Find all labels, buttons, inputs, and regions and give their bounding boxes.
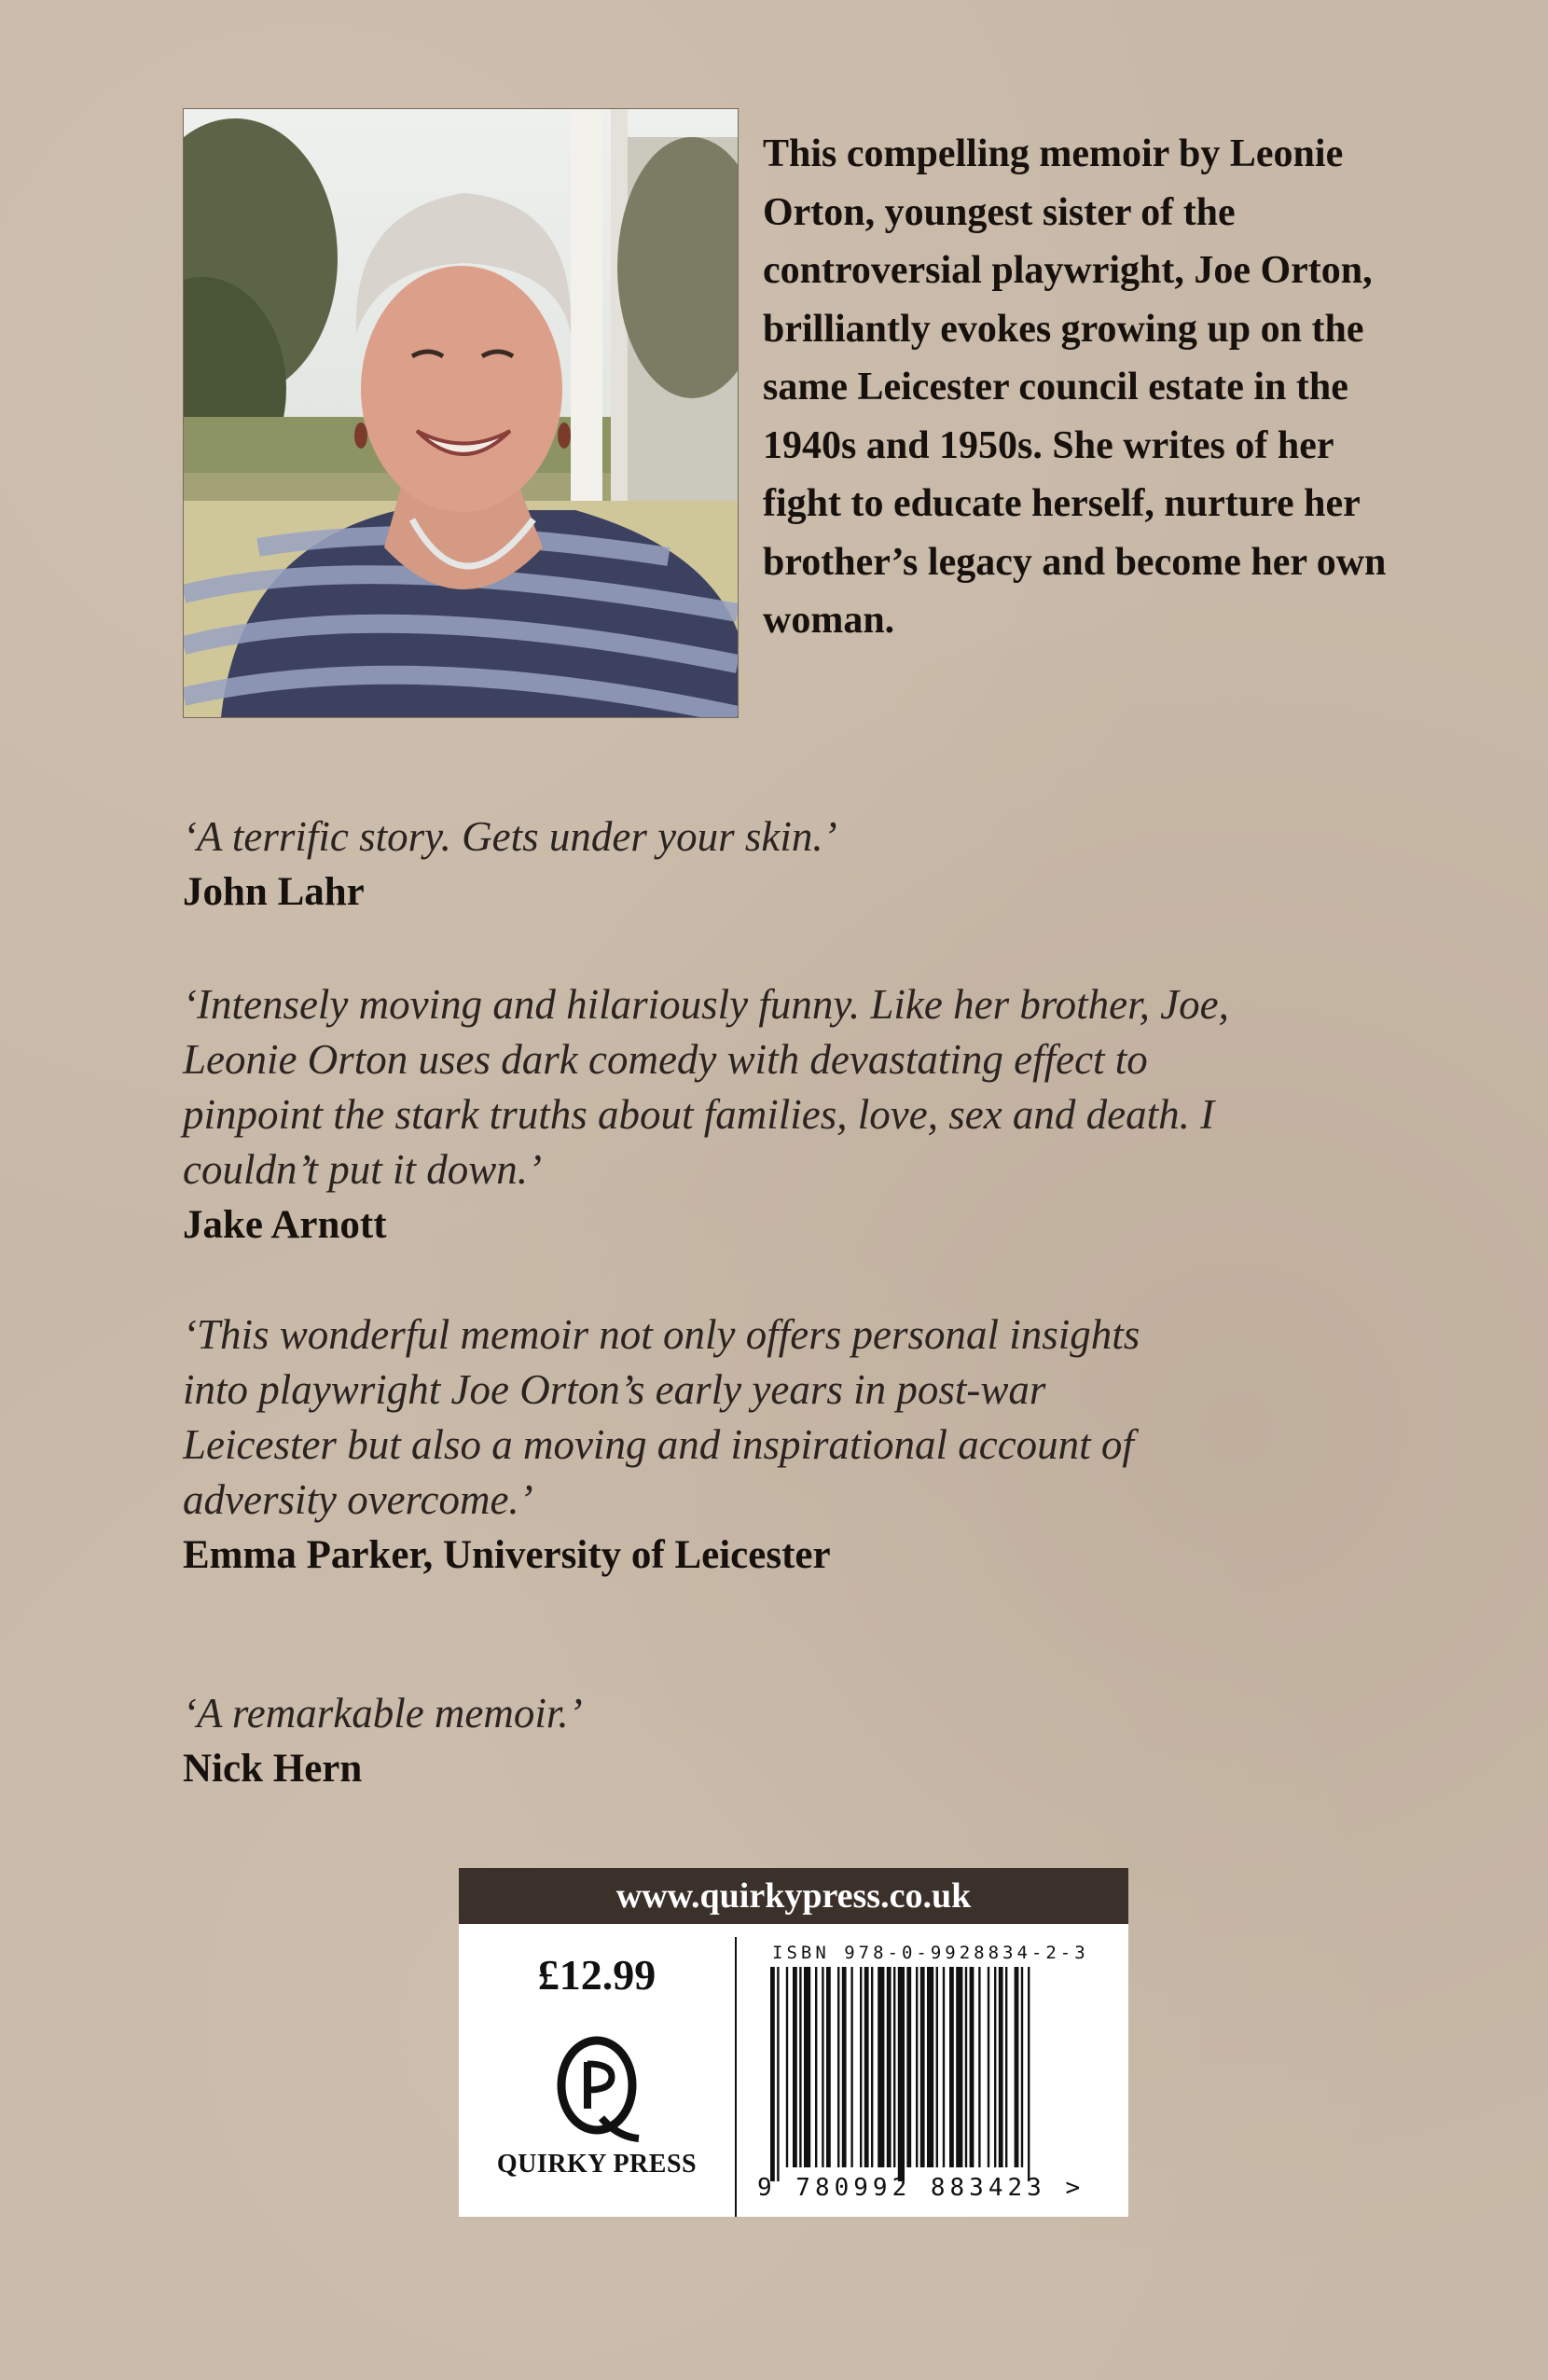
author-photo-image [184, 109, 738, 717]
barcode-bar [898, 1967, 905, 2181]
barcode-bar [965, 1967, 967, 2167]
barcode-bar [1028, 1967, 1030, 2181]
barcode-bar [994, 1967, 996, 2167]
review-quote-2 [183, 977, 1255, 1253]
barcode-bar [842, 1967, 847, 2167]
barcode-bar [799, 1967, 801, 2167]
barcode-bar [793, 1967, 797, 2167]
barcode-bar [949, 1967, 954, 2167]
barcode-bar [860, 1967, 862, 2167]
review-quote-3 [183, 1308, 1209, 1584]
publisher-url: www.quirkypress.co.uk [459, 1868, 1128, 1924]
barcode-bar [770, 1967, 775, 2181]
barcode-bar [878, 1967, 884, 2167]
book-blurb: This compelling memoir by Leonie Orton, youngest sister of the controversial playwright, Joe Orton, brilliantly evokes growing up on the same Leicester council estate in the 1940s and 1950s. She writes of her fight to educate herself, nurture her brother’s legacy and become her own woman. [763, 132, 1387, 642]
quote-text: ‘This wonderful memoir not only offers personal insights into playwright Joe Orton’s early years in post-war Leicester but also a moving and inspirational account of adversity overcome.’ [183, 1311, 1140, 1523]
review-quote-1 [183, 809, 1209, 920]
barcode-bar [927, 1967, 933, 2167]
barcode-bar [893, 1967, 895, 2167]
barcode-digits: 9 780992 883423 > [757, 2174, 1085, 2202]
barcode-bar [786, 1967, 788, 2167]
author-photo [183, 108, 739, 718]
barcode-bar [1005, 1967, 1007, 2167]
barcode-bar [916, 1967, 918, 2167]
quirky-press-logo-icon [550, 2034, 643, 2146]
barcode [768, 1967, 1115, 2181]
barcode-bar [936, 1967, 938, 2167]
barcode-bar [1015, 1967, 1019, 2167]
barcode-bar [871, 1967, 873, 2167]
barcode-bar [887, 1967, 891, 2167]
barcode-bar [970, 1967, 974, 2167]
barcode-bar [826, 1967, 831, 2167]
barcode-bar [815, 1967, 817, 2167]
barcode-bar [864, 1967, 869, 2167]
barcode-bar [956, 1967, 962, 2167]
barcode-bar [1021, 1967, 1023, 2167]
barcode-panel [459, 1868, 1128, 2217]
quote-author: Nick Hern [183, 1747, 363, 1791]
quote-author: Jake Arnott [183, 1203, 387, 1247]
quote-author: John Lahr [183, 870, 365, 914]
quote-text: ‘A remarkable memoir.’ [183, 1690, 583, 1737]
barcode-bar [943, 1967, 945, 2167]
barcode-bar [920, 1967, 925, 2167]
barcode-bar [978, 1967, 980, 2167]
isbn-label: ISBN 978-0-9928834-2-3 [772, 1943, 1089, 1963]
barcode-bar [906, 1967, 911, 2167]
barcode-bar [850, 1967, 852, 2167]
review-quote-4 [183, 1686, 1209, 1797]
quote-author: Emma Parker, University of Leicester [183, 1533, 831, 1577]
publisher-name: QUIRKY PRESS [496, 2150, 698, 2179]
barcode-bar [822, 1967, 823, 2167]
quote-text: ‘Intensely moving and hilariously funny. Like her brother, Joe, Leonie Orton uses dark comedy with devastating effect to pinpoint the stark truths about families, love, sex and death. I couldn’t put it down.’ [183, 981, 1229, 1193]
quote-text: ‘A terrific story. Gets under your skin.’ [183, 813, 837, 860]
barcode-bar [837, 1967, 839, 2167]
barcode-bar [804, 1967, 810, 2167]
barcode-bar [988, 1967, 989, 2167]
barcode-bar [777, 1967, 779, 2181]
price: £12.99 [537, 1951, 657, 1999]
barcode-bar [999, 1967, 1003, 2167]
panel-divider [735, 1937, 737, 2217]
